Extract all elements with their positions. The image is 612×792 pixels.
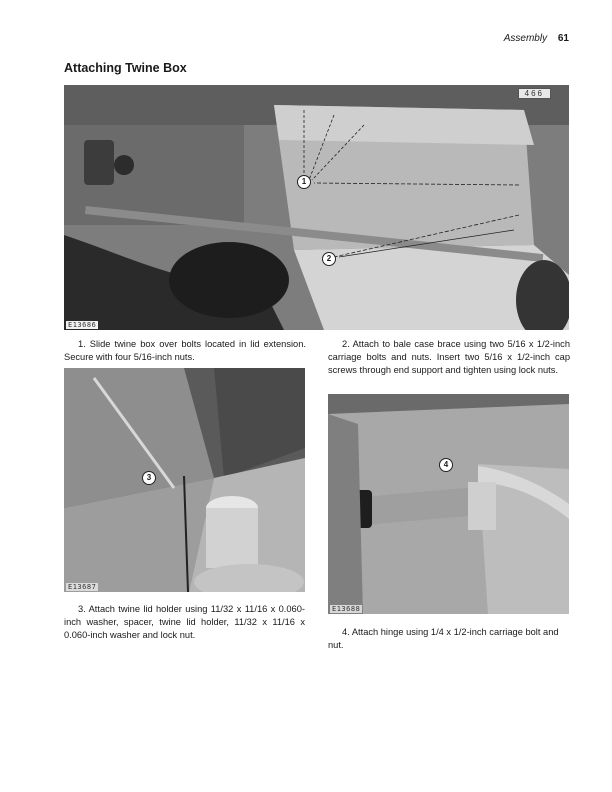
callout-1: 1 (297, 175, 311, 189)
figure-hinge-photo (328, 394, 569, 614)
step-3-text: 3. Attach twine lid holder using 11/32 x 11/16 x 0.060-inch washer, spacer, twine lid holder, 11/32 x 11/16 x 0.060-inch washer and lock nut. (64, 604, 305, 641)
photo-hinge-art (328, 394, 569, 614)
figure-twine-box-photo (64, 85, 569, 330)
callout-2: 2 (322, 252, 336, 266)
running-header (504, 33, 569, 44)
figure-reference-number: E13687 (68, 583, 97, 591)
callout-4: 4 (439, 458, 453, 472)
photo-lid-holder-art (64, 368, 305, 592)
page-title: Attaching Twine Box (64, 61, 187, 75)
photo-twine-box-art (64, 85, 569, 330)
callout-3: 3 (142, 471, 156, 485)
step-2-text: 2. Attach to bale case brace using two 5/16 x 1/2-inch carriage bolts and nuts. Insert two 5/16 x 1/2-inch cap screws through end support and tighten using lock nuts. (328, 339, 570, 376)
figure-lid-holder-photo (64, 368, 305, 592)
step-1-text: 1. Slide twine box over bolts located in lid extension. Secure with four 5/16-inch nuts. (64, 339, 306, 363)
step-4-text: 4. Attach hinge using 1/4 x 1/2-inch carriage bolt and nut. (328, 627, 559, 651)
figure-reference-number: E13688 (332, 605, 361, 613)
page-number: 61 (557, 33, 569, 44)
figure-reference-number: E13686 (68, 321, 97, 329)
section-name: Assembly (503, 33, 548, 44)
machine-serial-plate: 466 (518, 88, 551, 99)
